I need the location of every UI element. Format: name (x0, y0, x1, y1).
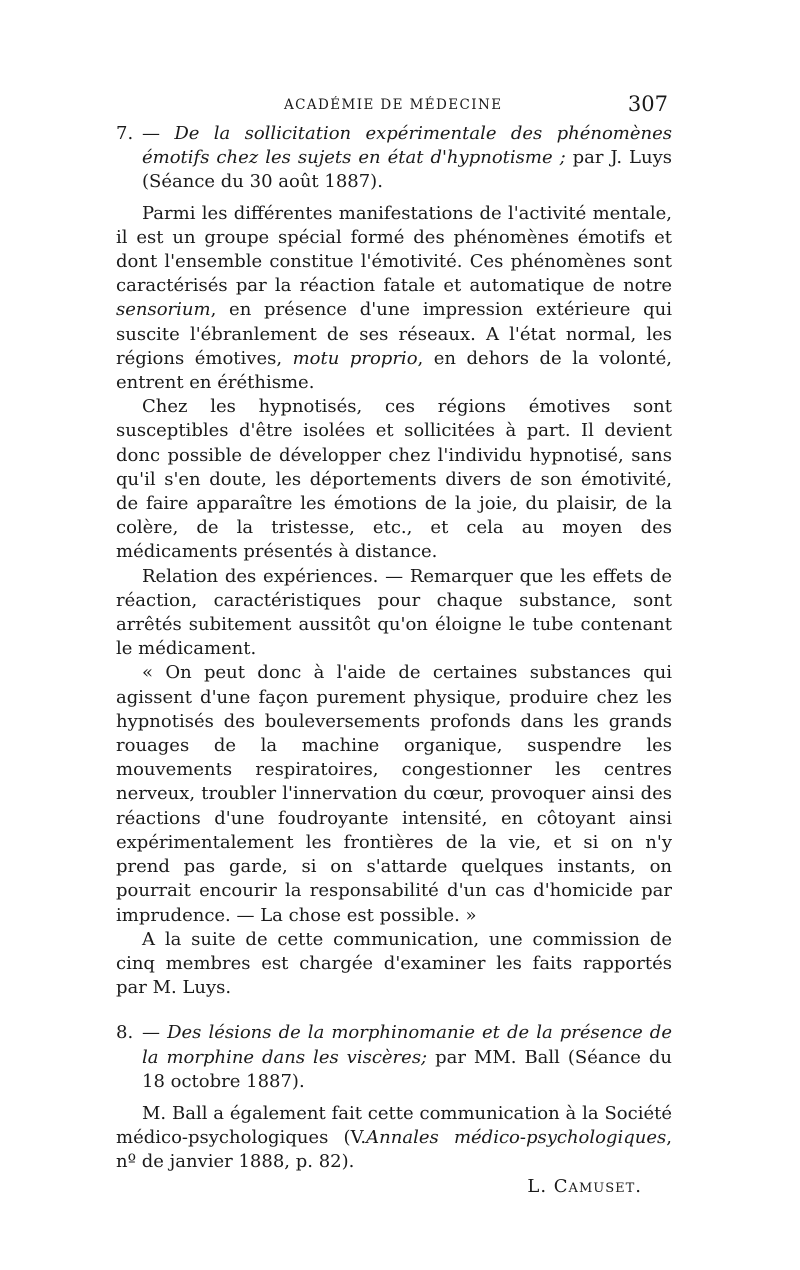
paragraph-1 (116, 202, 672, 396)
paragraph-1-italic-sensorium: sensorium (116, 299, 211, 321)
entry-8-title: Des lésions de la morphinomanie et de la présence de la morphine dans les viscères; (142, 1022, 672, 1068)
paragraph-4-quote: « On peut donc à l'aide de certaines substances qui agissent d'une façon purement physique, produire chez les hypnotisés des bouleversements profonds dans les grands rouages de la machine organique, suspendre les mouvements respiratoires, congestionner les centres nerveux, troubler l'innervation du cœur, provoquer ainsi des réactions d'une foudroyante intensité, en côtoyant ainsi expérimentalement les frontières de la vie, et si on n'y prend pas garde, si on s'attarde quelques instants, on pourrait encourir la responsabilité d'un cas d'homicide par imprudence. — La chose est possible. » (116, 662, 672, 926)
signature-initial: L. (527, 1175, 548, 1197)
running-head (116, 92, 668, 118)
entry-7-number: 7. (116, 123, 134, 144)
paragraph-1-text-c: , en dehors de la volonté, entrent en éréthisme. (116, 347, 672, 394)
paragraph-6 (116, 1102, 672, 1175)
entry-7-title: De la sollicitation expérimentale des phénomènes émotifs chez les sujets en état d'hypnotisme ; (142, 123, 672, 169)
paragraph-3: Relation des expériences. — Remarquer que les effets de réaction, caractéristiques pour chaque substance, sont arrêtés subitement aussitôt qu'on éloigne le tube contenant le médicament. (116, 565, 672, 660)
entry-7-citation: par J. Luys (Séance du 30 août 1887). (142, 147, 672, 193)
entry-7 (116, 122, 672, 195)
entry-8 (116, 1021, 672, 1094)
paragraph-1-text-a: Parmi les différentes manifestations de l'activité mentale, il est un groupe spécial formé des phénomènes émotifs et dont l'ensemble constitue l'émotivité. Ces phénomènes sont caractérisés par la réaction fatale et automatique de notre (116, 202, 672, 297)
entry-7-dash: — (142, 123, 160, 144)
paragraph-6-italic-annales: Annales médico-psychologiques (366, 1127, 667, 1149)
signature-surname: Camuset. (553, 1175, 642, 1197)
body-text (116, 122, 672, 1199)
paragraph-5: A la suite de cette communication, une commission de cinq membres est chargée d'examiner les faits rapportés par M. Luys. (116, 928, 672, 999)
paragraph-6-text-b: , nº de janvier 1888, p. 82). (116, 1127, 672, 1173)
signature (116, 1175, 672, 1199)
paragraph-1-italic-motu-proprio: motu proprio (292, 347, 418, 369)
page-number: 307 (627, 92, 668, 116)
running-title: ACADÉMIE DE MÉDECINE (284, 97, 503, 113)
entry-8-dash: — (142, 1022, 160, 1044)
entry-8-citation: par MM. Ball (Séance du 18 octobre 1887). (142, 1046, 673, 1092)
paragraph-2: Chez les hypnotisés, ces régions émotives sont susceptibles d'être isolées et sollicitées à part. Il devient donc possible de développer chez l'individu hypnotisé, sans qu'il s'en doute, les déportements divers de son émotivité, de faire apparaître les émotions de la joie, du plaisir, de la colère, de la tristesse, etc., et cela au moyen des médicaments présentés à distance. (116, 396, 672, 563)
paragraph-6-text-a: M. Ball a également fait cette communication à la Société médico-psychologiques (V. (116, 1102, 672, 1149)
entry-8-number: 8. (116, 1022, 134, 1044)
paragraph-1-text-b: , en présence d'une impression extérieure qui suscite l'ébranlement de ses réseaux. A l'état normal, les régions émotives, (116, 299, 672, 369)
